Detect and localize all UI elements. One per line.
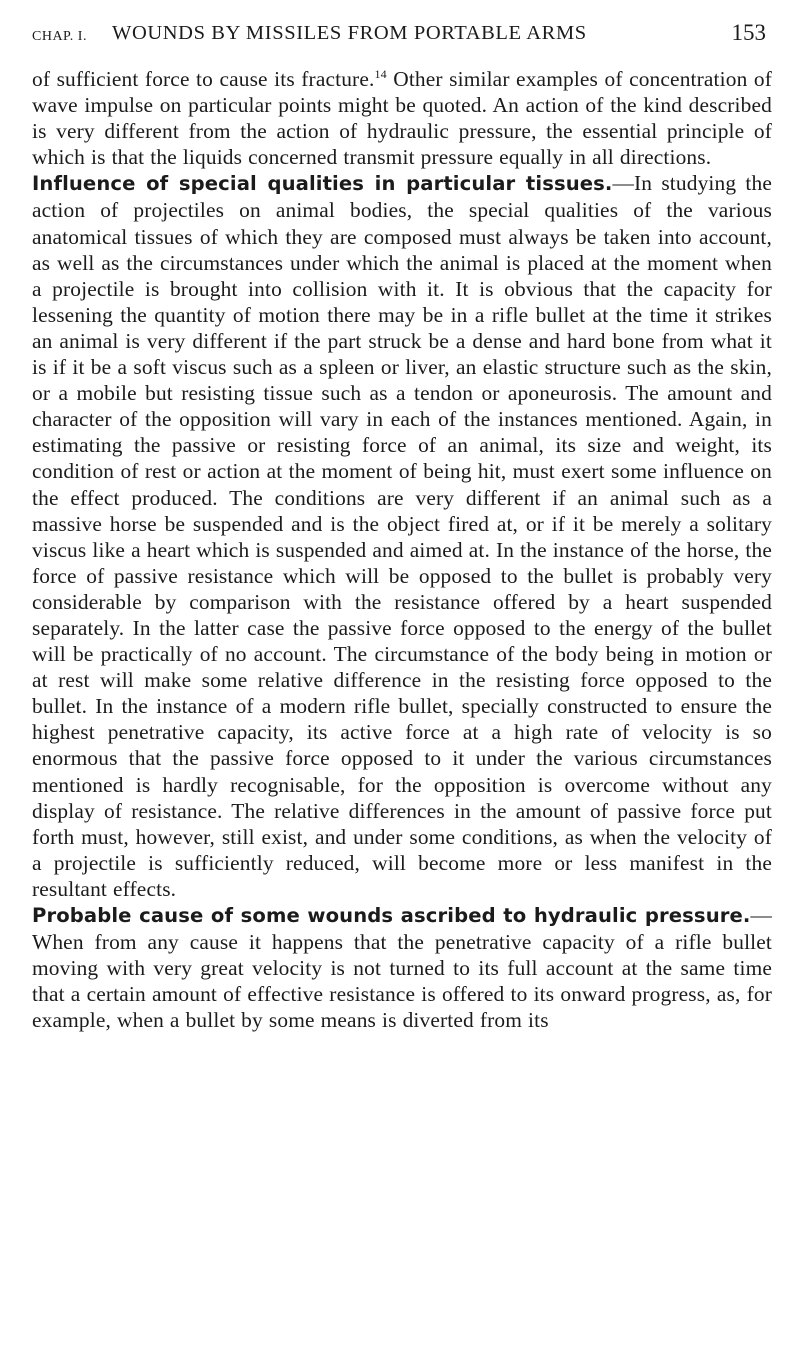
section-heading: Probable cause of some wounds ascribed to hydraulic pressure. bbox=[32, 904, 751, 927]
footnote-reference: 14 bbox=[374, 66, 387, 81]
paragraph-text: —In studying the action of projectiles on animal bodies, the special qualities of the various anatomical tissues of which they are composed must always be taken into account, as well as the circumstances under which the animal is placed at the moment when a projectile is brought into collision with it. It is obvious that the capacity for lessening the quantity of motion there may be in a rifle bullet at the time it strikes an animal is very different if the part struck be a dense and hard bone from what it is if it be a soft viscus such as a spleen or liver, an elastic structure such as the skin, or a mobile but resisting tissue such as a tendon or aponeurosis. The amount and character of the opposition will vary in each of the instances mentioned. Again, in estimating the passive or resisting force of an animal, its size and weight, its condition of rest or action at the moment of being hit, must exert some influence on the effect produced. The conditions are very different if an animal such as a massive horse be suspended and is the object fired at, or if it be merely a solitary viscus like a heart which is suspended and aimed at. In the instance of the horse, the force of passive resistance which will be opposed to the bullet is probably very considerable by comparison with the resistance offered by a heart suspended separately. In the latter case the passive force opposed to the energy of the bullet will be practically of no account. The circumstance of the body being in motion or at rest will make some relative difference in the resisting force opposed to the bullet. In the instance of a modern rifle bullet, specially constructed to ensure the highest penetrative capacity, its active force at a high rate of velocity is so enormous that the passive force opposed to it under the various circumstances mentioned is hardly recognisable, for the opposition is overcome without any display of resistance. The relative differences in the amount of passive force put forth must, however, still exist, and under some conditions, as when the velocity of a projectile is sufficiently reduced, will become more or less manifest in the resultant effects. bbox=[32, 171, 772, 901]
paragraph-text: of sufficient force to cause its fracture. bbox=[32, 67, 375, 91]
section-heading: Influence of special qualities in particular tissues. bbox=[32, 172, 613, 196]
body-text bbox=[32, 66, 772, 1033]
running-title: WOUNDS BY MISSILES FROM PORTABLE ARMS bbox=[112, 22, 587, 44]
running-head bbox=[32, 22, 772, 66]
book-page bbox=[32, 22, 772, 1033]
chapter-label: CHAP. I. bbox=[32, 29, 87, 44]
page-number: 153 bbox=[731, 20, 766, 45]
paragraph-text: Other similar examples of concentration of wave impulse on particular points might be quoted. An action of the kind described is very different from the action of hydraulic pressure, the essential principle of which is that the liquids concerned transmit pressure equally in all directions. bbox=[32, 67, 772, 170]
paragraph-influence bbox=[32, 170, 772, 902]
paragraph-hydraulic bbox=[32, 902, 772, 1033]
paragraph-text: —When from any cause it happens that the penetrative capacity of a rifle bullet moving with very great velocity is not turned to its full account at the same time that a certain amount of effective resistance is offered to its onward progress, as, for example, when a bullet by some means is diverted from its bbox=[32, 903, 772, 1033]
paragraph-continuation bbox=[32, 66, 772, 170]
